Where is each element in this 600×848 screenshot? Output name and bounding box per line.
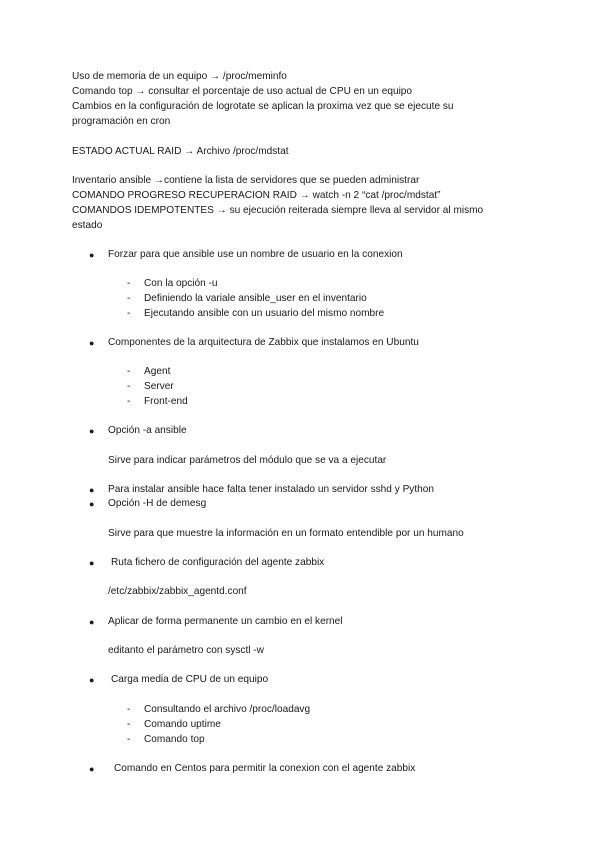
note-meminfo: Uso de memoria de un equipo → /proc/meminfo xyxy=(72,71,287,82)
sub-item: Ejecutando ansible con un usuario del mismo nombre xyxy=(144,308,385,319)
bullet-icon: ● xyxy=(89,338,95,348)
note-idempotent: COMANDOS IDEMPOTENTES → su ejecución reiterada siempre lleva al servidor al mismo xyxy=(72,205,484,216)
item-title: Opción -H de demesg xyxy=(108,498,207,509)
bullet-icon: ● xyxy=(89,485,95,495)
dash-icon: - xyxy=(127,278,131,289)
bullet-icon: ● xyxy=(89,764,95,774)
sub-item: Server xyxy=(144,381,174,392)
sub-item: Definiendo la variale ansible_user en el inventario xyxy=(144,293,367,304)
dash-icon: - xyxy=(127,293,131,304)
bullet-icon: ● xyxy=(89,675,95,685)
dash-icon: - xyxy=(127,308,131,319)
item-title: Comando en Centos para permitir la conexion con el agente zabbix xyxy=(114,763,416,774)
item-title: Forzar para que ansible use un nombre de usuario en la conexion xyxy=(108,249,403,260)
sub-item: Comando top xyxy=(144,734,205,745)
dash-icon: - xyxy=(127,704,131,715)
dash-icon: - xyxy=(127,719,131,730)
bullet-icon: ● xyxy=(89,250,95,260)
note-logrotate-cont: programación en cron xyxy=(72,116,171,127)
item-body: editanto el parámetro con sysctl -w xyxy=(108,645,264,656)
sub-item: Agent xyxy=(144,366,171,377)
note-raid-state: ESTADO ACTUAL RAID → Archivo /proc/mdstat xyxy=(72,146,289,157)
bullet-icon: ● xyxy=(89,558,95,568)
item-title: Aplicar de forma permanente un cambio en el kernel xyxy=(108,616,343,627)
sub-item: Front-end xyxy=(144,396,188,407)
note-top-command: Comando top → consultar el porcentaje de uso actual de CPU en un equipo xyxy=(72,86,413,97)
item-body: Sirve para indicar parámetros del módulo que se va a ejecutar xyxy=(108,455,387,466)
item-title: Para instalar ansible hace falta tener instalado un servidor sshd y Python xyxy=(108,484,434,495)
bullet-icon: ● xyxy=(89,617,95,627)
dash-icon: - xyxy=(127,381,131,392)
sub-item: Con la opción -u xyxy=(144,278,218,289)
sub-item: Comando uptime xyxy=(144,719,221,730)
dash-icon: - xyxy=(127,396,131,407)
dash-icon: - xyxy=(127,734,131,745)
note-raid-progress: COMANDO PROGRESO RECUPERACION RAID → watch -n 2 “cat /proc/mdstat” xyxy=(72,190,441,201)
note-inventory: Inventario ansible →contiene la lista de servidores que se pueden administrar xyxy=(72,175,420,186)
note-idempotent-cont: estado xyxy=(72,220,103,231)
item-title: Componentes de la arquitectura de Zabbix que instalamos en Ubuntu xyxy=(108,337,419,348)
item-body: Sirve para que muestre la información en un formato entendible por un humano xyxy=(108,528,464,539)
item-title: Carga media de CPU de un equipo xyxy=(111,674,269,685)
item-title: Opción -a ansible xyxy=(108,425,187,436)
item-body: /etc/zabbix/zabbix_agentd.conf xyxy=(108,586,247,597)
item-title: Ruta fichero de configuración del agente zabbix xyxy=(111,557,325,568)
bullet-icon: ● xyxy=(89,426,95,436)
dash-icon: - xyxy=(127,366,131,377)
bullet-icon: ● xyxy=(89,499,95,509)
sub-item: Consultando el archivo /proc/loadavg xyxy=(144,704,311,715)
note-logrotate: Cambios en la configuración de logrotate se aplican la proxima vez que se ejecute su xyxy=(72,101,454,112)
